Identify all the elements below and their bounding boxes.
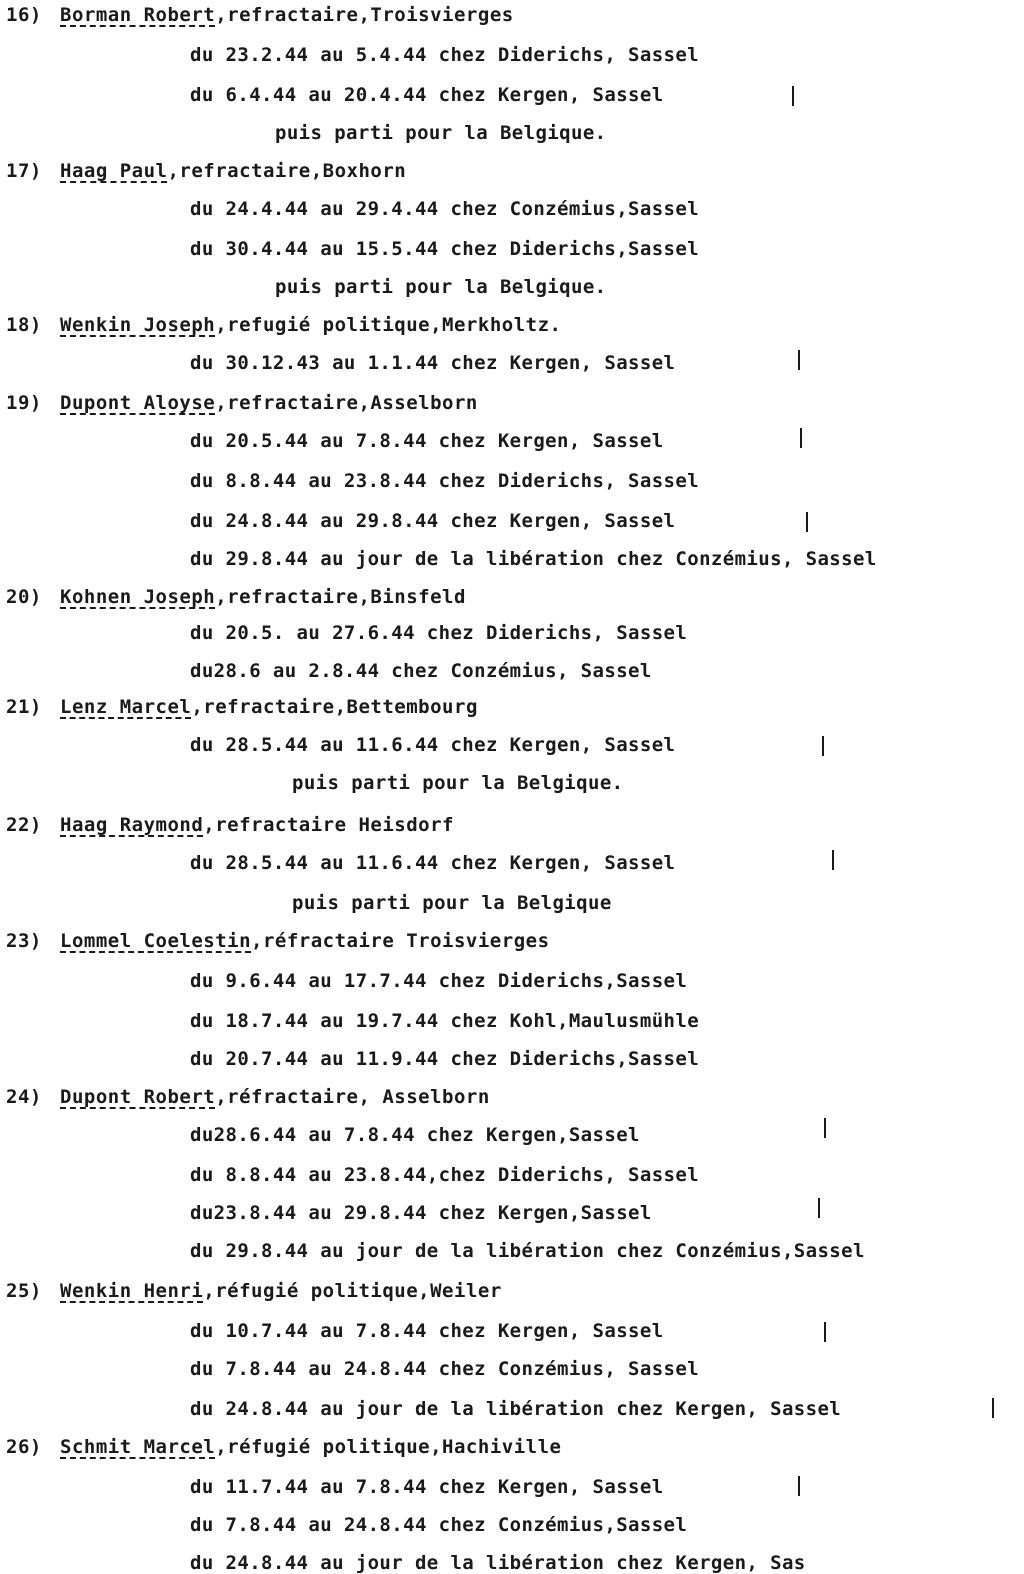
margin-tick-mark xyxy=(818,1198,820,1218)
person-details: ,réfractaire, Asselborn xyxy=(215,1086,490,1108)
stay-period-line: du 24.8.44 au jour de la libération chez Kergen, Sas xyxy=(190,1552,806,1574)
stay-period-line: du 28.5.44 au 11.6.44 chez Kergen, Sassel xyxy=(190,734,676,756)
person-name: Dupont Robert xyxy=(60,1086,216,1108)
margin-tick-mark xyxy=(824,1118,826,1138)
person-details: ,refractaire,Binsfeld xyxy=(215,586,466,608)
entry-heading xyxy=(6,1436,561,1458)
person-details: ,refractaire,Boxhorn xyxy=(167,160,407,182)
entry-heading xyxy=(6,314,561,336)
person-details: ,réfugié politique,Hachiville xyxy=(215,1436,562,1458)
person-name: Lenz Marcel xyxy=(60,696,192,718)
margin-tick-mark xyxy=(798,1476,800,1496)
margin-tick-mark xyxy=(800,428,802,448)
entry-number: 17) xyxy=(6,160,42,182)
entry-number: 26) xyxy=(6,1436,42,1458)
person-details: ,refractaire,Troisvierges xyxy=(215,4,514,26)
margin-tick-mark xyxy=(822,736,824,756)
stay-period-line: du 11.7.44 au 7.8.44 chez Kergen, Sassel xyxy=(190,1476,664,1498)
stay-period-line: du 28.5.44 au 11.6.44 chez Kergen, Sassel xyxy=(190,852,676,874)
stay-period-line: du 20.7.44 au 11.9.44 chez Diderichs,Sassel xyxy=(190,1048,700,1070)
departure-note: puis parti pour la Belgique. xyxy=(275,122,607,144)
departure-note: puis parti pour la Belgique. xyxy=(292,772,624,794)
margin-tick-mark xyxy=(792,86,794,106)
person-details: ,refractaire Heisdorf xyxy=(203,814,454,836)
stay-period-line: du28.6 au 2.8.44 chez Conzémius, Sassel xyxy=(190,660,652,682)
stay-period-line: du 8.8.44 au 23.8.44,chez Diderichs, Sassel xyxy=(190,1164,700,1186)
entry-heading xyxy=(6,392,478,414)
person-name: Haag Paul xyxy=(60,160,168,182)
stay-period-line: du 24.4.44 au 29.4.44 chez Conzémius,Sassel xyxy=(190,198,700,220)
margin-tick-mark xyxy=(824,1322,826,1342)
margin-tick-mark xyxy=(798,350,800,370)
person-details: ,refractaire,Asselborn xyxy=(215,392,478,414)
entry-heading xyxy=(6,930,550,952)
stay-period-line: du 8.8.44 au 23.8.44 chez Diderichs, Sassel xyxy=(190,470,700,492)
person-details: ,refractaire,Bettembourg xyxy=(191,696,478,718)
margin-tick-mark xyxy=(992,1398,994,1418)
entry-heading xyxy=(6,814,454,836)
margin-tick-mark xyxy=(806,512,808,532)
person-name: Wenkin Joseph xyxy=(60,314,216,336)
stay-period-line: du 29.8.44 au jour de la libération chez Conzémius,Sassel xyxy=(190,1240,865,1262)
departure-note: puis parti pour la Belgique. xyxy=(275,276,607,298)
entry-heading xyxy=(6,1280,502,1302)
stay-period-line: du 18.7.44 au 19.7.44 chez Kohl,Maulusmühle xyxy=(190,1010,700,1032)
stay-period-line: du 23.2.44 au 5.4.44 chez Diderichs, Sassel xyxy=(190,44,700,66)
entry-heading xyxy=(6,586,466,608)
entry-number: 23) xyxy=(6,930,42,952)
stay-period-line: du 6.4.44 au 20.4.44 chez Kergen, Sassel xyxy=(190,84,664,106)
departure-note: puis parti pour la Belgique xyxy=(292,892,612,914)
entry-heading xyxy=(6,1086,490,1108)
person-name: Haag Raymond xyxy=(60,814,204,836)
stay-period-line: du23.8.44 au 29.8.44 chez Kergen,Sassel xyxy=(190,1202,652,1224)
stay-period-line: du 24.8.44 au jour de la libération chez Kergen, Sassel xyxy=(190,1398,842,1420)
stay-period-line: du 7.8.44 au 24.8.44 chez Conzémius, Sassel xyxy=(190,1358,700,1380)
entry-heading xyxy=(6,4,514,26)
stay-period-line: du 10.7.44 au 7.8.44 chez Kergen, Sassel xyxy=(190,1320,664,1342)
person-name: Dupont Aloyse xyxy=(60,392,216,414)
person-name: Schmit Marcel xyxy=(60,1436,216,1458)
entry-heading xyxy=(6,696,478,718)
stay-period-line: du 30.4.44 au 15.5.44 chez Diderichs,Sassel xyxy=(190,238,700,260)
entry-number: 20) xyxy=(6,586,42,608)
entry-number: 19) xyxy=(6,392,42,414)
entry-number: 16) xyxy=(6,4,42,26)
stay-period-line: du 24.8.44 au 29.8.44 chez Kergen, Sassel xyxy=(190,510,676,532)
person-name: Borman Robert xyxy=(60,4,216,26)
margin-tick-mark xyxy=(832,850,834,870)
person-details: ,réfugié politique,Weiler xyxy=(203,1280,502,1302)
person-name: Lommel Coelestin xyxy=(60,930,252,952)
stay-period-line: du28.6.44 au 7.8.44 chez Kergen,Sassel xyxy=(190,1124,640,1146)
stay-period-line: du 20.5.44 au 7.8.44 chez Kergen, Sassel xyxy=(190,430,664,452)
stay-period-line: du 9.6.44 au 17.7.44 chez Diderichs,Sassel xyxy=(190,970,688,992)
entry-number: 22) xyxy=(6,814,42,836)
person-details: ,refugié politique,Merkholtz. xyxy=(215,314,562,336)
entry-number: 24) xyxy=(6,1086,42,1108)
entry-number: 21) xyxy=(6,696,42,718)
person-name: Wenkin Henri xyxy=(60,1280,204,1302)
entry-number: 25) xyxy=(6,1280,42,1302)
entry-heading xyxy=(6,160,406,182)
stay-period-line: du 20.5. au 27.6.44 chez Diderichs, Sassel xyxy=(190,622,688,644)
stay-period-line: du 7.8.44 au 24.8.44 chez Conzémius,Sassel xyxy=(190,1514,688,1536)
person-details: ,réfractaire Troisvierges xyxy=(251,930,550,952)
stay-period-line: du 29.8.44 au jour de la libération chez Conzémius, Sassel xyxy=(190,548,877,570)
entry-number: 18) xyxy=(6,314,42,336)
person-name: Kohnen Joseph xyxy=(60,586,216,608)
stay-period-line: du 30.12.43 au 1.1.44 chez Kergen, Sassel xyxy=(190,352,676,374)
